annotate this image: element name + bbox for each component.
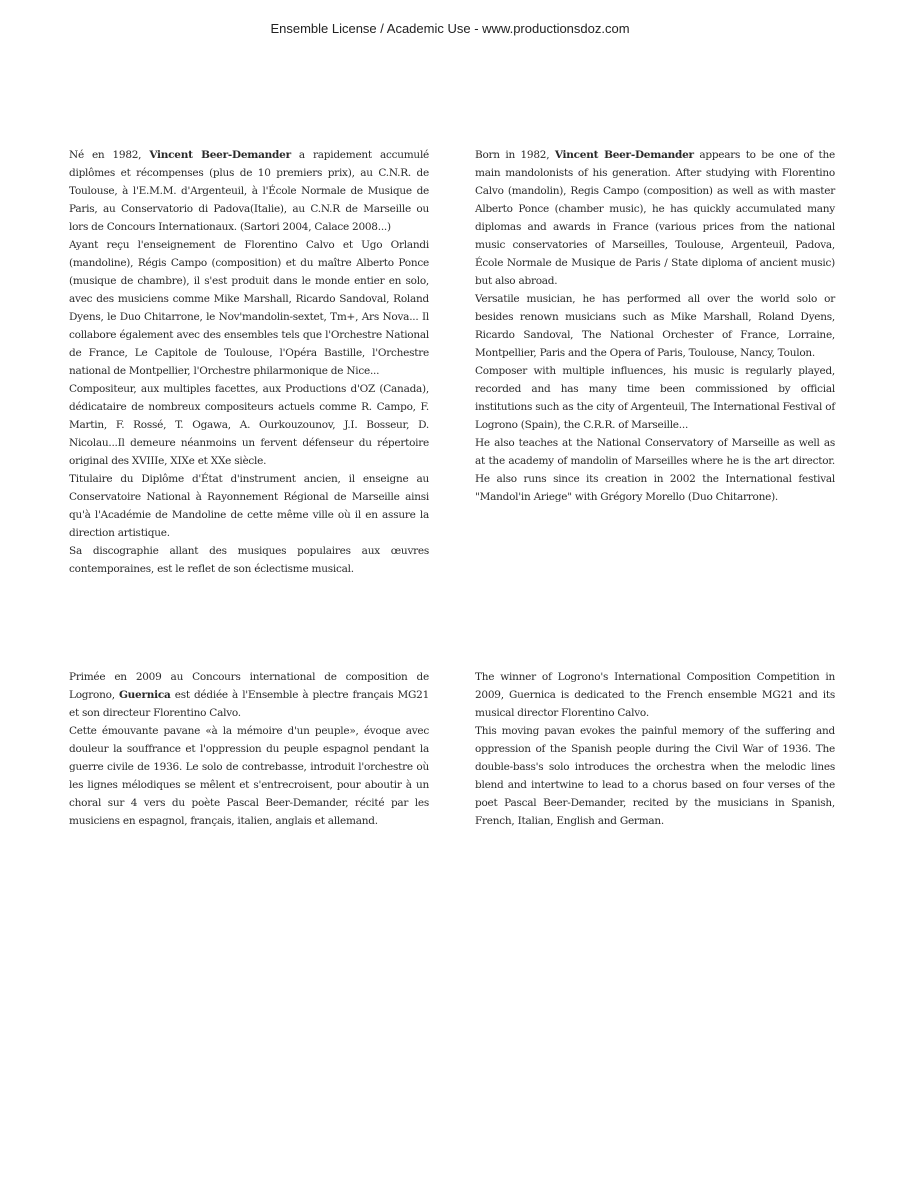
bio-en-paragraph-1 [475,146,835,290]
work-en-paragraph-1: The winner of Logrono's International Composition Competition in 2009, Guernica is dedicated to the French ensemble MG21 and its musical director Florentino Calvo. [475,671,835,719]
bio-fr-awards: a rapidement accumulé diplômes et récompenses (plus de 10 premiers prix), au C.N.R. de Toulouse, à l'E.M.M. d'Argenteuil, à l'École Normale de Musique de Paris, au Conservatorio di Padova(Italie), au C.N.R de Marseille ou lors de Concours Internationaux. (Sartori 2004, Calace 2008...) [69,149,430,233]
bio-en-paragraph-2: Versatile musician, he has performed all over the world solo or besides renown musicians such as Mike Marshall, Roland Dyens, Ricardo Sandoval, The National Orchester of France, Lorraine, Montpellier, Paris and the Opera of Paris, Toulouse, Nancy, Toulon. [475,293,835,359]
bio-en-intro: Born in 1982, [475,149,555,161]
work-description-english [475,668,835,830]
work-en-paragraph-2: This moving pavan evokes the painful memory of the suffering and oppression of the Spanish people during the Civil War of 1936. The double-bass's solo introduces the orchestra when the melodic lines blend and intertwine to lead to a chorus based on four verses of the poet Pascal Beer-Demander, recited by the musicians in Spanish, French, Italian, English and German. [475,725,835,827]
bio-fr-paragraph-4: Titulaire du Diplôme d'État d'instrument ancien, il enseigne au Conservatoire National à Rayonnement Régional de Marseille ainsi qu'à l'Académie de Mandoline de cette même ville où il en assure la direction artistique. [69,473,429,539]
composer-name-en: Vincent Beer-Demander [554,149,694,161]
biography-english [475,146,835,506]
bio-en-paragraph-3: Composer with multiple influences, his music is regularly played, recorded and has many time been commissioned by official institutions such as the city of Argenteuil, The International Festival of Logrono (Spain), the C.R.R. of Marseille... [475,365,835,431]
work-fr-paragraph-2: Cette émouvante pavane «à la mémoire d'un peuple», évoque avec douleur la souffrance et l'oppression du peuple espagnol pendant la guerre civile de 1936. Le solo de contrebasse, introduit l'orchestre où les lignes mélodiques se mêlent et s'entrecroisent, pour aboutir à un choral sur 4 vers du poète Pascal Beer-Demander, récité par les musiciens en espagnol, français, italien, anglais et allemand. [69,725,429,827]
work-description-french [69,668,429,830]
work-title-fr: Guernica [118,689,171,701]
bio-fr-paragraph-3: Compositeur, aux multiples facettes, aux Productions d'OZ (Canada), dédicataire de nombreux compositeurs actuels comme R. Campo, F. Martin, F. Rossé, T. Ogawa, A. Ourkouzounov, J.I. Bosseur, D. Nicolau...Il demeure néanmoins un fervent défenseur du répertoire original des XVIIIe, XIXe et XXe siècle. [69,383,429,467]
bio-fr-paragraph-1 [69,146,429,236]
license-header: Ensemble License / Academic Use - www.productionsdoz.com [270,21,630,36]
bio-en-awards: appears to be one of the main mandolonists of his generation. After studying with Florentino Calvo (mandolin), Regis Campo (composition) as well as with master Alberto Ponce (chamber music), he has quickly accumulated many diplomas and awards in France (various prices from the national music conservatories of Marseilles, Toulouse, Argenteuil, Padova, École Normale de Musique de Paris / State diploma of ancient music) but also abroad. [475,149,835,287]
bio-fr-paragraph-2: Ayant reçu l'enseignement de Florentino Calvo et Ugo Orlandi (mandoline), Régis Campo (composition) et du maître Alberto Ponce (musique de chambre), il s'est produit dans le monde entier en solo, avec des musiciens comme Mike Marshall, Ricardo Sandoval, Roland Dyens, le Duo Chitarrone, le Nov'mandolin-sextet, Tm+, Ars Nova... Il collabore également avec des ensembles tels que l'Orchestre National de France, Le Capitole de Toulouse, l'Opéra Bastille, l'Orchestre national de Montpellier, l'Orchestre philarmonique de Nice... [69,239,429,377]
composer-name-fr: Vincent Beer-Demander [149,149,291,161]
biography-french [69,146,429,578]
work-fr-dedication: est dédiée à l'Ensemble à plectre français MG21 et son directeur Florentino Calvo. [69,689,430,719]
bio-fr-intro: Né en 1982, [69,149,150,161]
bio-en-paragraph-4: He also teaches at the National Conservatory of Marseille as well as at the academy of mandolin of Marseilles where he is the art director. He also runs since its creation in 2002 the International festival "Mandol'in Ariege" with Grégory Morello (Duo Chitarrone). [475,437,835,503]
work-fr-paragraph-1 [69,668,429,722]
work-fr-intro: Primée en 2009 au Concours international de composition de Logrono, [69,671,429,701]
bio-fr-paragraph-5: Sa discographie allant des musiques populaires aux œuvres contemporaines, est le reflet de son éclectisme musical. [69,545,429,575]
